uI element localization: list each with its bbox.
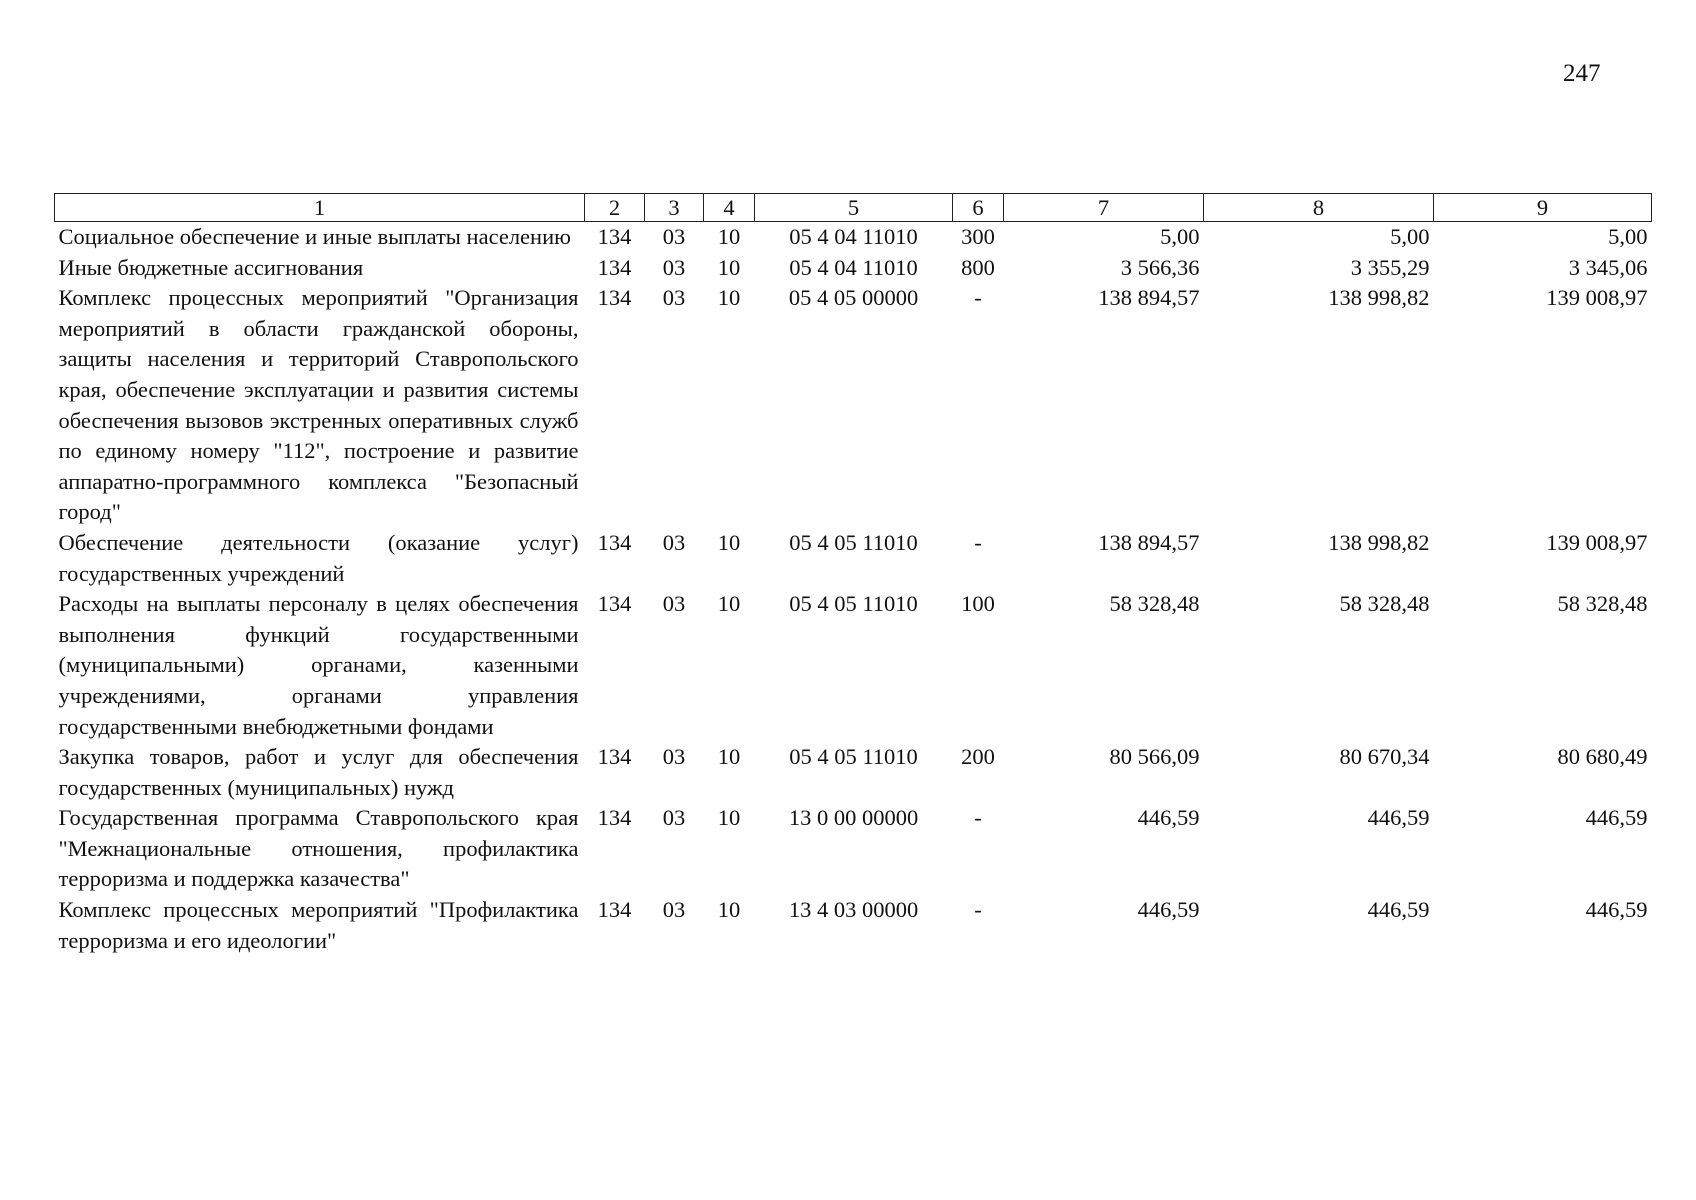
table-row bbox=[55, 528, 1652, 589]
row-amount-7: 446,59 bbox=[1137, 897, 1200, 923]
row-amount-8: 5,00 bbox=[1390, 224, 1430, 249]
row-code-2: 134 bbox=[597, 744, 632, 770]
row-code-4: 10 bbox=[717, 254, 741, 280]
row-code-3: 03 bbox=[662, 805, 686, 831]
row-code-6: - bbox=[974, 285, 982, 311]
row-code-6: 300 bbox=[961, 224, 995, 249]
column-header-5: 5 bbox=[755, 194, 953, 222]
table-row bbox=[55, 895, 1652, 956]
row-code-6: 200 bbox=[961, 744, 995, 770]
table-row bbox=[55, 589, 1652, 742]
row-code-4: 10 bbox=[717, 897, 741, 923]
row-name: Комплекс процессных мероприятий "Профилактика терроризма и его идеологии" bbox=[58, 897, 579, 953]
table-row bbox=[55, 283, 1652, 528]
table-row bbox=[55, 253, 1652, 284]
row-code-2: 134 bbox=[597, 285, 632, 311]
table-row bbox=[55, 742, 1652, 803]
row-code-2: 134 bbox=[597, 897, 632, 923]
row-code-5: 05 4 05 11010 bbox=[789, 529, 918, 555]
row-code-4: 10 bbox=[717, 805, 741, 831]
row-amount-8: 3 355,29 bbox=[1350, 254, 1430, 280]
row-name: Комплекс процессных мероприятий "Организация мероприятий в области гражданской обороны, защиты населения и территорий Ставропольского края, обеспечение эксплуатации и развития системы обеспечения вызовов экстренных оперативных служб по единому номеру "112", построение и развитие аппаратно-программного комплекса "Безопасный город" bbox=[58, 285, 579, 525]
row-code-5: 13 4 03 00000 bbox=[788, 897, 919, 923]
table-body bbox=[55, 222, 1652, 957]
table-row bbox=[55, 803, 1652, 895]
row-code-6: - bbox=[974, 805, 982, 831]
row-amount-7: 138 894,57 bbox=[1098, 285, 1200, 311]
row-code-2: 134 bbox=[597, 805, 632, 831]
row-amount-9: 139 008,97 bbox=[1546, 529, 1648, 555]
row-code-4: 10 bbox=[717, 224, 741, 249]
row-code-6: 800 bbox=[961, 254, 995, 280]
row-amount-9: 446,59 bbox=[1585, 897, 1648, 923]
row-amount-9: 80 680,49 bbox=[1557, 744, 1648, 770]
page-number: 247 bbox=[1563, 60, 1601, 87]
row-name: Обеспечение деятельности (оказание услуг) государственных учреждений bbox=[58, 529, 579, 586]
header-row bbox=[55, 194, 1652, 222]
row-amount-8: 138 998,82 bbox=[1328, 285, 1430, 311]
row-amount-8: 138 998,82 bbox=[1328, 529, 1430, 555]
row-code-3: 03 bbox=[662, 254, 686, 280]
row-name: Иные бюджетные ассигнования bbox=[58, 254, 364, 280]
row-code-2: 134 bbox=[597, 224, 632, 249]
column-header-9: 9 bbox=[1434, 194, 1652, 222]
row-code-6: - bbox=[974, 529, 982, 555]
row-amount-9: 446,59 bbox=[1585, 805, 1648, 831]
row-code-2: 134 bbox=[597, 591, 632, 617]
row-code-4: 10 bbox=[717, 529, 741, 555]
row-code-5: 05 4 05 11010 bbox=[789, 744, 918, 770]
table-row bbox=[55, 222, 1652, 253]
row-code-4: 10 bbox=[717, 591, 741, 617]
row-amount-7: 3 566,36 bbox=[1120, 254, 1200, 280]
budget-table bbox=[54, 193, 1652, 956]
row-amount-7: 5,00 bbox=[1160, 224, 1200, 249]
row-amount-7: 446,59 bbox=[1137, 805, 1200, 831]
row-code-6: 100 bbox=[961, 591, 995, 617]
row-amount-8: 446,59 bbox=[1367, 897, 1430, 923]
column-header-2: 2 bbox=[585, 194, 645, 222]
column-header-7: 7 bbox=[1004, 194, 1204, 222]
row-amount-8: 446,59 bbox=[1367, 805, 1430, 831]
row-amount-9: 58 328,48 bbox=[1557, 591, 1648, 617]
row-code-3: 03 bbox=[662, 897, 686, 923]
row-name: Закупка товаров, работ и услуг для обеспечения государственных (муниципальных) нужд bbox=[58, 744, 579, 800]
row-amount-7: 80 566,09 bbox=[1109, 744, 1200, 770]
row-name: Социальное обеспечение и иные выплаты населению bbox=[58, 224, 571, 249]
row-code-5: 05 4 05 11010 bbox=[789, 591, 918, 617]
row-amount-9: 3 345,06 bbox=[1568, 254, 1648, 280]
column-header-1: 1 bbox=[55, 194, 585, 222]
row-code-3: 03 bbox=[662, 744, 686, 770]
row-code-2: 134 bbox=[597, 529, 632, 555]
row-code-5: 05 4 04 11010 bbox=[789, 254, 918, 280]
row-amount-7: 58 328,48 bbox=[1109, 591, 1200, 617]
column-header-3: 3 bbox=[645, 194, 704, 222]
row-amount-8: 80 670,34 bbox=[1339, 744, 1430, 770]
table-header bbox=[55, 194, 1652, 222]
row-amount-8: 58 328,48 bbox=[1339, 591, 1430, 617]
row-code-4: 10 bbox=[717, 744, 741, 770]
row-amount-9: 5,00 bbox=[1608, 224, 1648, 249]
row-code-2: 134 bbox=[597, 254, 632, 280]
row-code-5: 05 4 04 11010 bbox=[789, 224, 918, 249]
row-name: Государственная программа Ставропольского края "Межнациональные отношения, профилактика терроризма и поддержка казачества" bbox=[58, 805, 579, 892]
row-code-5: 13 0 00 00000 bbox=[788, 805, 919, 831]
row-amount-7: 138 894,57 bbox=[1098, 529, 1200, 555]
column-header-8: 8 bbox=[1204, 194, 1434, 222]
row-name: Расходы на выплаты персоналу в целях обеспечения выполнения функций государственными (муниципальными) органами, казенными учреждениями, органами управления государственными внебюджетными фондами bbox=[58, 591, 579, 739]
row-code-3: 03 bbox=[662, 591, 686, 617]
row-code-3: 03 bbox=[662, 224, 686, 249]
column-header-6: 6 bbox=[953, 194, 1004, 222]
row-code-6: - bbox=[974, 897, 982, 923]
row-code-3: 03 bbox=[662, 285, 686, 311]
column-header-4: 4 bbox=[704, 194, 755, 222]
row-code-3: 03 bbox=[662, 529, 686, 555]
row-code-4: 10 bbox=[717, 285, 741, 311]
row-amount-9: 139 008,97 bbox=[1546, 285, 1648, 311]
row-code-5: 05 4 05 00000 bbox=[788, 285, 919, 311]
